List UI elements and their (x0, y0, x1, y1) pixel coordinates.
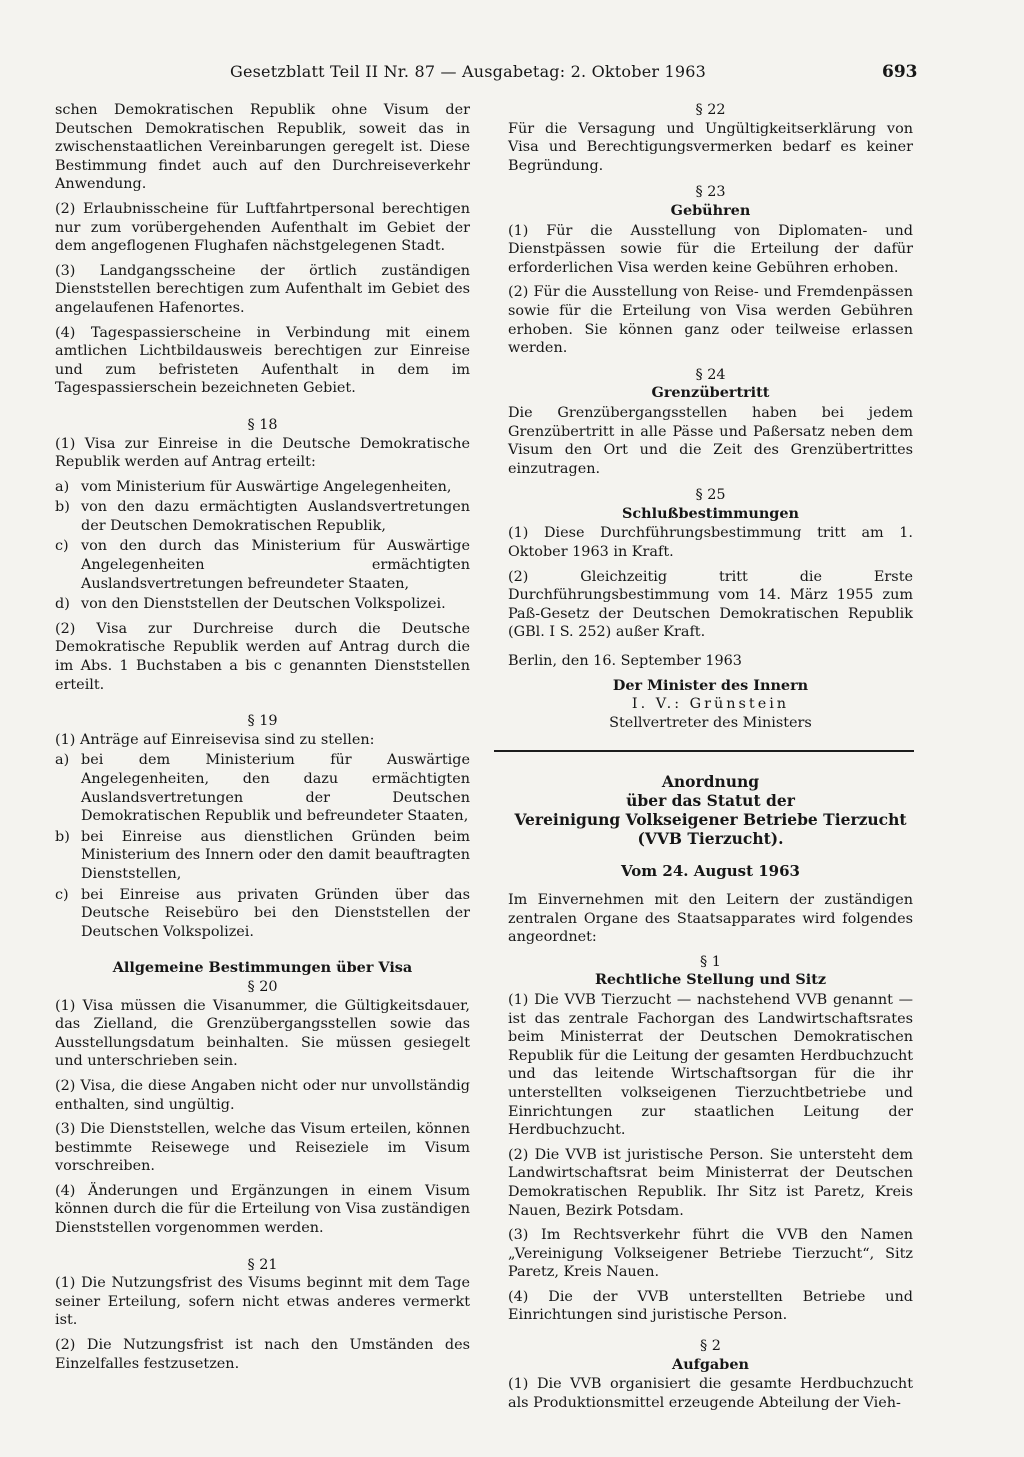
section-heading-23: § 23 (695, 184, 726, 201)
signature-name: I. V.: Grünstein (631, 696, 790, 713)
decree-title-line: Vereinigung Volkseigener Betriebe Tierzucht (514, 810, 907, 830)
list-18 (55, 478, 470, 614)
paragraph: (1) Diese Durchführungsbestimmung tritt am 1. Oktober 1963 in Kraft. (508, 525, 913, 561)
section-heading-21: § 21 (247, 1256, 278, 1273)
list-mark: a) (55, 752, 70, 769)
list-mark: c) (55, 886, 69, 903)
decree-title-line: (VVB Tierzucht). (637, 829, 784, 849)
list-text: bei Einreise aus dienstlichen Gründen beim Ministerium des Innern oder den damit beauftragten Dienststellen, (81, 828, 470, 882)
decree-date: Vom 24. August 1963 (621, 862, 800, 881)
decree-title-line: über das Statut der (626, 791, 795, 811)
list-text: von den Dienststellen der Deutschen Volkspolizei. (81, 596, 446, 613)
section-heading-24: § 24 (695, 366, 726, 383)
list-item (55, 595, 470, 614)
list-mark: a) (55, 478, 70, 495)
paragraph: (2) Die Nutzungsfrist ist nach den Umständen des Einzelfalles festzusetzen. (55, 1337, 470, 1372)
paragraph: (3) Landgangsscheine der örtlich zuständigen Dienststellen berechtigen zum Aufenthalt im Gebiet des angelaufenen Hafenortes. (55, 262, 470, 316)
paragraph: (2) Visa zur Durchreise durch die Deutsche Demokratische Republik werden auf Antrag durch die im Abs. 1 Buchstaben a bis c genannten Dienststellen erteilt. (55, 620, 470, 693)
section-heading-1: § 1 (700, 953, 721, 970)
paragraph: (3) Im Rechtsverkehr führt die VVB den Namen „Vereinigung Volkseigener Betriebe Tierzucht“, Sitz Paretz, Kreis Nauen. (508, 1227, 913, 1281)
section-title-fees: Gebühren (670, 201, 751, 219)
section-heading-22: § 22 (695, 102, 726, 118)
list-mark: c) (55, 538, 69, 555)
section-title-legal-status: Rechtliche Stellung und Sitz (594, 971, 827, 989)
page-header (0, 62, 1024, 88)
paragraph: Die Grenzübergangsstellen haben bei jedem Grenzübertritt in alle Pässe und Paßersatz neben dem Visum den Ort und die Zeit des Grenzübertrittes einzutragen. (508, 404, 913, 477)
paragraph: (1) Die VVB organisiert die gesamte Herdbuchzucht als Produktionsmittel erzeugende Abteilung der Vieh- (508, 1376, 913, 1411)
list-item (55, 537, 470, 593)
gazette-header-title: Gesetzblatt Teil II Nr. 87 — Ausgabetag: 2. Oktober 1963 (230, 62, 707, 81)
paragraph: (2) Gleichzeitig tritt die Erste Durchführungsbestimmung vom 14. März 1955 zum Paß-Gesetz der Deutschen Demokratischen Republik (GBl. I S. 252) außer Kraft. (508, 568, 913, 641)
paragraph: (1) Die VVB Tierzucht — nachstehend VVB genannt — ist das zentrale Fachorgan des Landwirtschaftsrates beim Ministerrat der Deutschen Demokratischen Republik für die Leitung der gesamten Herdbuchzucht und das leitende Wirtschaftsorgan für die ihr unterstellten volkseigenen Tierzuchtbetriebe und Einrichtungen zur staatlichen Leitung der Herdbuchzucht. (508, 991, 913, 1139)
paragraph: (1) Visa zur Einreise in die Deutsche Demokratische Republik werden auf Antrag erteilt: (55, 435, 470, 471)
paragraph: Für die Versagung und Ungültigkeitserklärung von Visa und Berechtigungsvermerken bedarf es keiner Begründung. (508, 120, 913, 174)
paragraph: Im Einvernehmen mit den Leitern der zuständigen zentralen Organe des Staatsapparates wird folgendes angeordnet: (508, 892, 913, 946)
section-heading-20: § 20 (247, 978, 278, 995)
section-heading-25: § 25 (695, 487, 726, 504)
list-item (55, 886, 470, 942)
section-title-final-provisions: Schlußbestimmungen (622, 504, 799, 522)
right-column (508, 101, 913, 1418)
list-item (55, 751, 470, 825)
list-text: bei dem Ministerium für Auswärtige Angelegenheiten, den dazu ermächtigten Auslandsvertretungen der Deutschen Demokratischen Republik und befreundeter Staaten, (81, 752, 470, 825)
section-heading-19: § 19 (247, 713, 278, 730)
section-title-border-crossing: Grenzübertritt (651, 384, 770, 402)
list-item (55, 478, 470, 497)
paragraph: (2) Visa, die diese Angaben nicht oder nur unvollständig enthalten, sind ungültig. (55, 1077, 470, 1113)
list-text: bei Einreise aus privaten Gründen über das Deutsche Reisebüro bei den Dienststellen der Deutschen Volkspolizei. (81, 886, 470, 940)
paragraph: (4) Die der VVB unterstellten Betriebe und Einrichtungen sind juristische Person. (508, 1288, 913, 1324)
signature-role: Stellvertreter des Ministers (609, 714, 812, 731)
paragraph: (2) Für die Ausstellung von Reise- und Fremdenpässen sowie für die Erteilung von Visa werden Gebühren erhoben. Sie können ganz oder teilweise erlassen werden. (508, 284, 913, 357)
general-provisions-heading: Allgemeine Bestimmungen über Visa (112, 959, 413, 977)
list-text: von den dazu ermächtigten Auslandsvertretungen der Deutschen Demokratischen Republik, (81, 499, 470, 534)
list-item (55, 498, 470, 535)
paragraph: (4) Tagespassierscheine in Verbindung mit einem amtlichen Lichtbildausweis berechtigen zur Einreise und zum befristeten Aufenthalt in dem im Tagespassierschein bezeichneten Gebiet. (55, 324, 470, 397)
place-date: Berlin, den 16. September 1963 (508, 653, 742, 670)
section-heading-18: § 18 (247, 416, 278, 433)
list-mark: b) (55, 828, 70, 845)
list-mark: b) (55, 499, 70, 516)
section-title-tasks: Aufgaben (672, 1355, 749, 1373)
page-number: 693 (882, 62, 918, 82)
section-heading-2: § 2 (700, 1338, 721, 1355)
decree-title (508, 772, 913, 848)
paragraph: schen Demokratischen Republik ohne Visum der Deutschen Demokratischen Republik, soweit das in zwischenstaatlichen Vereinbarungen geregelt ist. Diese Bestimmung findet auch auf den Durchreiseverkehr Anwendung. (55, 102, 470, 193)
section-divider (494, 750, 914, 752)
paragraph: (2) Die VVB ist juristische Person. Sie untersteht dem Landwirtschaftsrat beim Ministerrat der Deutschen Demokratischen Republik. Ihr Sitz ist Paretz, Kreis Nauen, Bezirk Potsdam. (508, 1146, 913, 1219)
paragraph: (1) Visa müssen die Visanummer, die Gültigkeitsdauer, das Zielland, die Grenzübergangsstellen sowie das Ausstellungsdatum beinhalten. Sie müssen gesiegelt und unterschrieben sein. (55, 997, 470, 1070)
paragraph: (3) Die Dienststellen, welche das Visum erteilen, können bestimmte Reisewege und Reiseziele im Visum vorschreiben. (55, 1121, 470, 1175)
minister-title: Der Minister des Innern (612, 676, 809, 694)
decree-title-line: Anordnung (661, 772, 760, 792)
left-column (55, 101, 470, 1379)
list-text: vom Ministerium für Auswärtige Angelegenheiten, (81, 478, 452, 495)
list-item (55, 828, 470, 884)
paragraph: (2) Erlaubnisscheine für Luftfahrtpersonal berechtigen nur zum vorübergehenden Aufenthalt im Gebiet der dem angeflogenen Flughafen nächstgelegenen Stadt. (55, 200, 470, 255)
list-19 (55, 751, 470, 941)
paragraph: (4) Änderungen und Ergänzungen in einem Visum können durch die für die Erteilung von Visa zuständigen Dienststellen vorgenommen werden. (55, 1182, 470, 1237)
list-text: von den durch das Ministerium für Auswärtige Angelegenheiten ermächtigten Auslandsvertretungen befreundeter Staaten, (81, 538, 470, 592)
paragraph: (1) Die Nutzungsfrist des Visums beginnt mit dem Tage seiner Erteilung, sofern nicht etwas anderes vermerkt ist. (55, 1275, 470, 1329)
paragraph: (1) Für die Ausstellung von Diplomaten- und Dienstpässen sowie für die Erteilung der dafür erforderlichen Visa werden keine Gebühren erhoben. (508, 222, 913, 276)
list-mark: d) (55, 596, 70, 613)
paragraph: (1) Anträge auf Einreisevisa sind zu stellen: (55, 731, 375, 748)
